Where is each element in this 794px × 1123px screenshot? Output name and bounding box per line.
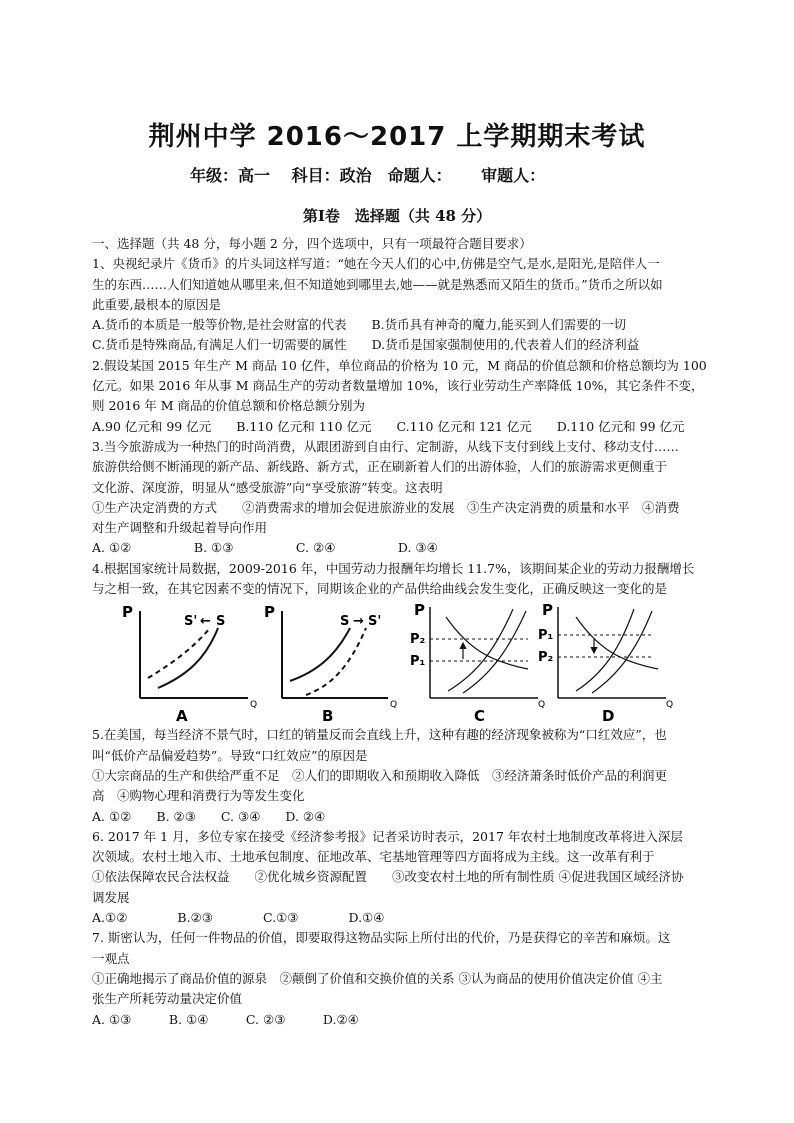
panel-a-label-s-prime: S' <box>184 614 198 630</box>
panel-d-supply-s <box>592 611 652 693</box>
question-7-line: 张生产所耗劳动量决定价值 <box>92 991 243 1007</box>
panel-b-label-s-prime: S' <box>368 614 382 630</box>
question-7-line: 一观点 <box>92 950 130 966</box>
panel-c-p1-label: P₁ <box>410 654 426 670</box>
panel-a-arrow: ← <box>200 614 211 630</box>
panel-b-curve-s-prime <box>306 628 366 695</box>
question-3-line: ①生产决定消费的方式 ②消费需求的增加会促进旅游业的发展 ③生产决定消费的质量和水平 ④消费 <box>92 499 680 515</box>
panel-a <box>122 603 257 723</box>
page-title: 荆州中学 2016～2017 上学期期末考试 <box>148 122 646 152</box>
question-5-line: 叫“低价产品偏爱趋势”。导致“口红效应”的原因是 <box>92 747 368 763</box>
question-2-line: 则 2016 年 M 商品的价值总额和价格总额分别为 <box>92 398 366 414</box>
question-3-line: 3.当今旅游成为一种热门的时尚消费，从跟团游到自由行、定制游，从线下支付到线上支付、移动支付…… <box>92 438 679 454</box>
panel-d-x-label: Q <box>666 700 674 711</box>
question-1-options: A.货币的本质是一般等价物,是社会财富的代表 B.货币具有神奇的魔力,能买到人们需要的一切 <box>92 317 627 333</box>
panel-c-x-label: Q <box>538 700 546 711</box>
question-7-line: ①正确地揭示了商品价值的源泉 ②颠倒了价值和交换价值的关系 ③认为商品的使用价值决定价值 ④主 <box>92 970 663 986</box>
question-5-line: ①大宗商品的生产和供给严重不足 ②人们的即期收入和预期收入降低 ③经济萧条时低价产品的利润更 <box>92 767 668 783</box>
question-2-options: A.90 亿元和 99 亿元 B.110 亿元和 110 亿元 C.110 亿元和 121 亿元 D.110 亿元和 99 亿元 <box>92 418 685 434</box>
question-6-line: 次领域。农村土地入市、土地承包制度、征地改革、宅基地管理等四方面将成为主线。这一改革有利于 <box>92 849 655 865</box>
panel-a-y-label: P <box>122 603 133 622</box>
panel-b-curve-s <box>290 628 350 681</box>
panel-b-label-s: S <box>340 614 350 630</box>
panel-a-label-s: S <box>216 614 226 630</box>
panel-a-title: A <box>176 707 188 724</box>
panel-a-curve-s-prime <box>148 628 210 678</box>
panel-d-supply-s-prime <box>576 609 634 691</box>
panel-c-supply-s-prime <box>463 611 526 693</box>
question-6-options: A.①② B.②③ C.①③ D.①④ <box>92 910 385 926</box>
question-4-line: 与之相一致，在其它因素不变的情况下，同期该企业的产品供给曲线会发生变化，正确反映这一变化的是 <box>92 581 668 597</box>
instructions: 一、选择题（共 48 分，每小题 2 分，四个选项中，只有一项最符合题目要求） <box>92 236 532 251</box>
question-7-options: A. ①③ B. ①④ C. ②③ D.②④ <box>92 1011 359 1027</box>
question-1-options: C.货币是特殊商品,有满足人们一切需要的属性 D.货币是国家强制使用的,代表着人们的经济利益 <box>92 337 640 353</box>
question-2-line: 亿元。如果 2016 年从事 M 商品生产的劳动者数量增加 10%，该行业劳动生产率降低 10%，其它条件不变， <box>92 378 704 394</box>
question-5-options: A. ①② B. ②③ C. ③④ D. ②④ <box>92 808 326 824</box>
panel-b-arrow: → <box>353 614 364 630</box>
panel-b <box>264 603 397 723</box>
question-2-line: 2.假设某国 2015 年生产 M 商品 10 亿件，单位商品的价格为 10 元，M 商品的价值总额和价格总额均为 100 <box>92 357 707 373</box>
question-6-line: 6. 2017 年 1 月，多位专家在接受《经济参考报》记者采访时表示，2017 年农村土地制度改革将进入深层 <box>92 828 683 844</box>
question-3-line: 文化游、深度游，明显从“感受旅游”向“享受旅游”转变。这表明 <box>92 479 443 495</box>
question-3-line: 对生产调整和升级起着导向作用 <box>92 520 268 536</box>
question-1-line: 1、央视纪录片《货币》的片头词这样写道：“她在今天人们的心中,仿佛是空气,是水,是阳光,是陪伴人一 <box>92 256 660 272</box>
panel-d-p1-label: P₁ <box>538 628 554 644</box>
supply-curve-diagrams <box>92 603 712 723</box>
section-title: 第Ⅰ卷 选择题（共 48 分） <box>302 207 492 225</box>
panel-d-title: D <box>602 707 615 724</box>
panel-c-title: C <box>474 707 486 724</box>
question-1-line: 生的东西……人们知道她从哪里来,但不知道她到哪里去,她——就是熟悉而又陌生的货币。”货币之所以如 <box>92 276 663 292</box>
question-7-line: 7. 斯密认为，任何一件物品的价值，即要取得这物品实际上所付出的代价，乃是获得它的辛苦和麻烦。这 <box>92 930 671 946</box>
panel-a-x-label: Q <box>250 700 258 711</box>
panel-a-curve-s <box>158 628 218 688</box>
panel-d <box>538 603 673 723</box>
panel-d-y-label: P <box>542 603 553 620</box>
panel-c-y-label: P <box>414 603 425 620</box>
question-body <box>92 234 712 1030</box>
panel-d-p2-label: P₂ <box>538 650 554 666</box>
question-6-line: 调发展 <box>92 889 130 905</box>
panel-c-p2-label: P₂ <box>410 632 426 648</box>
panel-c <box>410 603 545 723</box>
question-5-line: 高 ④购物心理和消费行为等发生变化 <box>92 788 305 804</box>
question-4-line: 4.根据国家统计局数据，2009-2016 年，中国劳动力报酬年均增长 11.7%，该期间某企业的劳动力报酬增长 <box>92 560 695 576</box>
panel-b-title: B <box>322 707 334 724</box>
panel-b-y-label: P <box>264 603 275 622</box>
question-6-line: ①依法保障农民合法权益 ②优化城乡资源配置 ③改变农村土地的所有制性质 ④促进我国区域经济协 <box>92 869 684 885</box>
panel-b-x-label: Q <box>390 700 398 711</box>
question-3-line: 旅游供给侧不断涌现的新产品、新线路、新方式，正在刷新着人们的出游体验，人们的旅游需求更侧重于 <box>92 459 668 475</box>
question-5-line: 5.在美国，每当经济不景气时，口红的销量反而会直线上升，这种有趣的经济现象被称为“口红效应”，也 <box>92 727 667 743</box>
question-1-line: 此重要,最根本的原因是 <box>92 296 221 312</box>
question-3-options: A. ①② B. ①③ C. ②④ D. ③④ <box>92 540 438 556</box>
page-subtitle: 年级：高一 科目：政治 命题人： 审题人： <box>190 166 546 185</box>
diagram-svg <box>118 603 718 723</box>
